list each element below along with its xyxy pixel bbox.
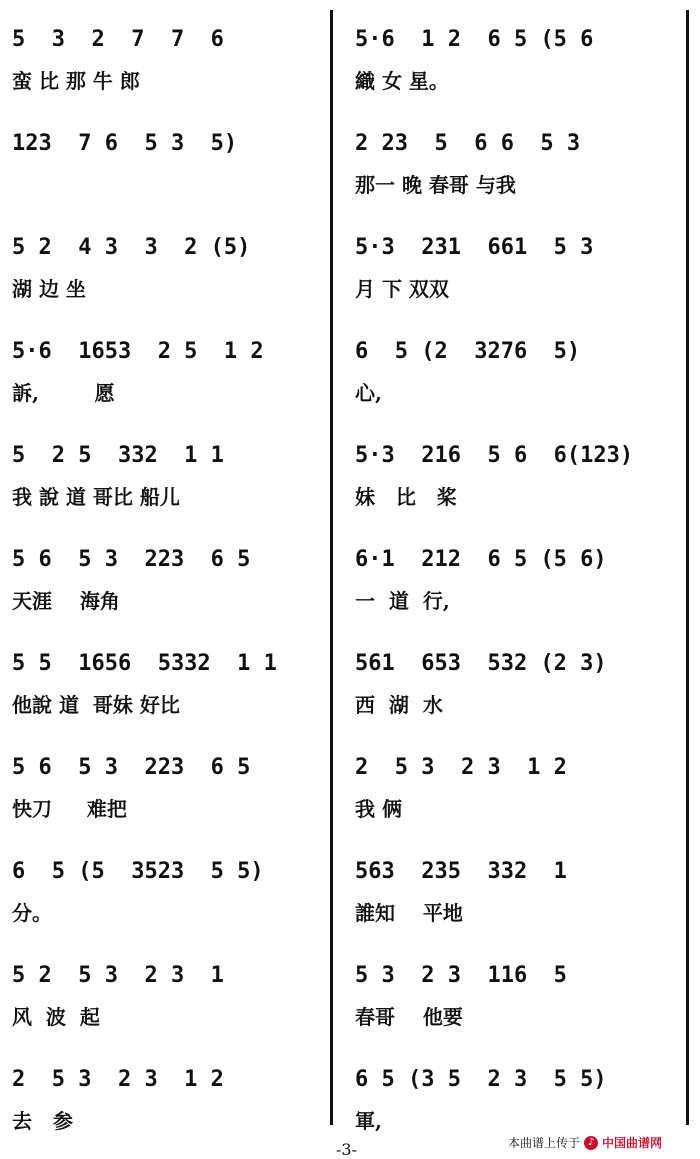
- lyric-line: 蛮 比 那 牛 郎: [12, 69, 140, 93]
- right-phrase: [355, 840, 675, 944]
- notation-line: 563 235 332 1: [355, 859, 567, 884]
- notation-line: 123 7 6 5 3 5): [12, 131, 238, 156]
- notation-line: 5 6 5 3 223 6 5: [12, 547, 251, 572]
- lyric-line: 他說 道 哥妹 好比: [12, 693, 180, 717]
- left-phrase: [12, 736, 312, 840]
- site-name: 中国曲谱网: [602, 1136, 663, 1150]
- lyric-line: 春哥 他要: [355, 1005, 463, 1029]
- lyric-line: 妹 比 桨: [355, 485, 457, 509]
- lyric-line: 湖 边 坐: [12, 277, 86, 301]
- left-phrase: [12, 944, 312, 1048]
- lyric-line: 我 說 道 哥比 船儿: [12, 485, 180, 509]
- site-credit: [508, 1134, 662, 1151]
- right-phrase: [355, 8, 675, 112]
- right-phrase: [355, 528, 675, 632]
- right-phrase: [355, 216, 675, 320]
- page-number: -3-: [336, 1140, 357, 1159]
- left-phrase: [12, 320, 312, 424]
- right-phrase: [355, 424, 675, 528]
- score-row: [0, 840, 700, 944]
- lyric-line: 月 下 双双: [355, 277, 449, 301]
- left-phrase: [12, 112, 312, 216]
- notation-line: 2 23 5 6 6 5 3: [355, 131, 581, 156]
- left-phrase: [12, 424, 312, 528]
- notation-line: 6 5 (3 5 2 3 5 5): [355, 1067, 607, 1092]
- lyric-line: 訴, 愿: [12, 381, 115, 405]
- left-phrase: [12, 840, 312, 944]
- lyric-line: 誰知 平地: [355, 901, 463, 925]
- lyric-line: 軍,: [355, 1109, 382, 1133]
- lyric-line: 一 道 行,: [355, 589, 450, 613]
- score-row: [0, 424, 700, 528]
- notation-line: 561 653 532 (2 3): [355, 651, 607, 676]
- left-phrase: [12, 528, 312, 632]
- right-phrase: [355, 944, 675, 1048]
- score-row: [0, 320, 700, 424]
- lyric-line: 那一 晚 春哥 与我: [355, 173, 516, 197]
- notation-line: 5·6 1653 2 5 1 2: [12, 339, 264, 364]
- score-row: [0, 632, 700, 736]
- score-row: [0, 944, 700, 1048]
- notation-line: 5 2 5 332 1 1: [12, 443, 224, 468]
- score-row: [0, 216, 700, 320]
- notation-line: 5 5 1656 5332 1 1: [12, 651, 277, 676]
- score-row: [0, 112, 700, 216]
- notation-line: 5 3 2 7 7 6: [12, 27, 224, 52]
- score-row: [0, 736, 700, 840]
- left-phrase: [12, 216, 312, 320]
- notation-line: 5 6 5 3 223 6 5: [12, 755, 251, 780]
- left-phrase: [12, 632, 312, 736]
- lyric-line: 去 参: [12, 1109, 73, 1133]
- right-phrase: [355, 736, 675, 840]
- lyric-line: 我 俩: [355, 797, 402, 821]
- lyric-line: 分。: [12, 901, 52, 925]
- notation-line: 5 3 2 3 116 5: [355, 963, 567, 988]
- left-phrase: [12, 1048, 312, 1152]
- site-logo-icon: ♪: [584, 1136, 598, 1150]
- notation-line: 5·3 216 5 6 6(123): [355, 443, 634, 468]
- notation-line: 6 5 (5 3523 5 5): [12, 859, 264, 884]
- right-phrase: [355, 632, 675, 736]
- notation-line: 2 5 3 2 3 1 2: [355, 755, 567, 780]
- credit-text: 本曲谱上传于: [508, 1136, 581, 1150]
- lyric-line: 天涯 海角: [12, 589, 120, 613]
- left-phrase: [12, 8, 312, 112]
- right-phrase: [355, 320, 675, 424]
- notation-line: 6·1 212 6 5 (5 6): [355, 547, 607, 572]
- notation-line: 5·6 1 2 6 5 (5 6: [355, 27, 594, 52]
- lyric-line: 风 波 起: [12, 1005, 100, 1029]
- notation-line: 2 5 3 2 3 1 2: [12, 1067, 224, 1092]
- lyric-line: 織 女 星。: [355, 69, 449, 93]
- notation-line: 6 5 (2 3276 5): [355, 339, 581, 364]
- right-phrase: [355, 112, 675, 216]
- score-row: [0, 8, 700, 112]
- lyric-line: 快刀 难把: [12, 797, 127, 821]
- score-row: [0, 528, 700, 632]
- lyric-line: 西 湖 水: [355, 693, 443, 717]
- notation-line: 5 2 4 3 3 2 (5): [12, 235, 251, 260]
- notation-line: 5·3 231 661 5 3: [355, 235, 594, 260]
- notation-line: 5 2 5 3 2 3 1: [12, 963, 224, 988]
- lyric-line: 心,: [355, 381, 382, 405]
